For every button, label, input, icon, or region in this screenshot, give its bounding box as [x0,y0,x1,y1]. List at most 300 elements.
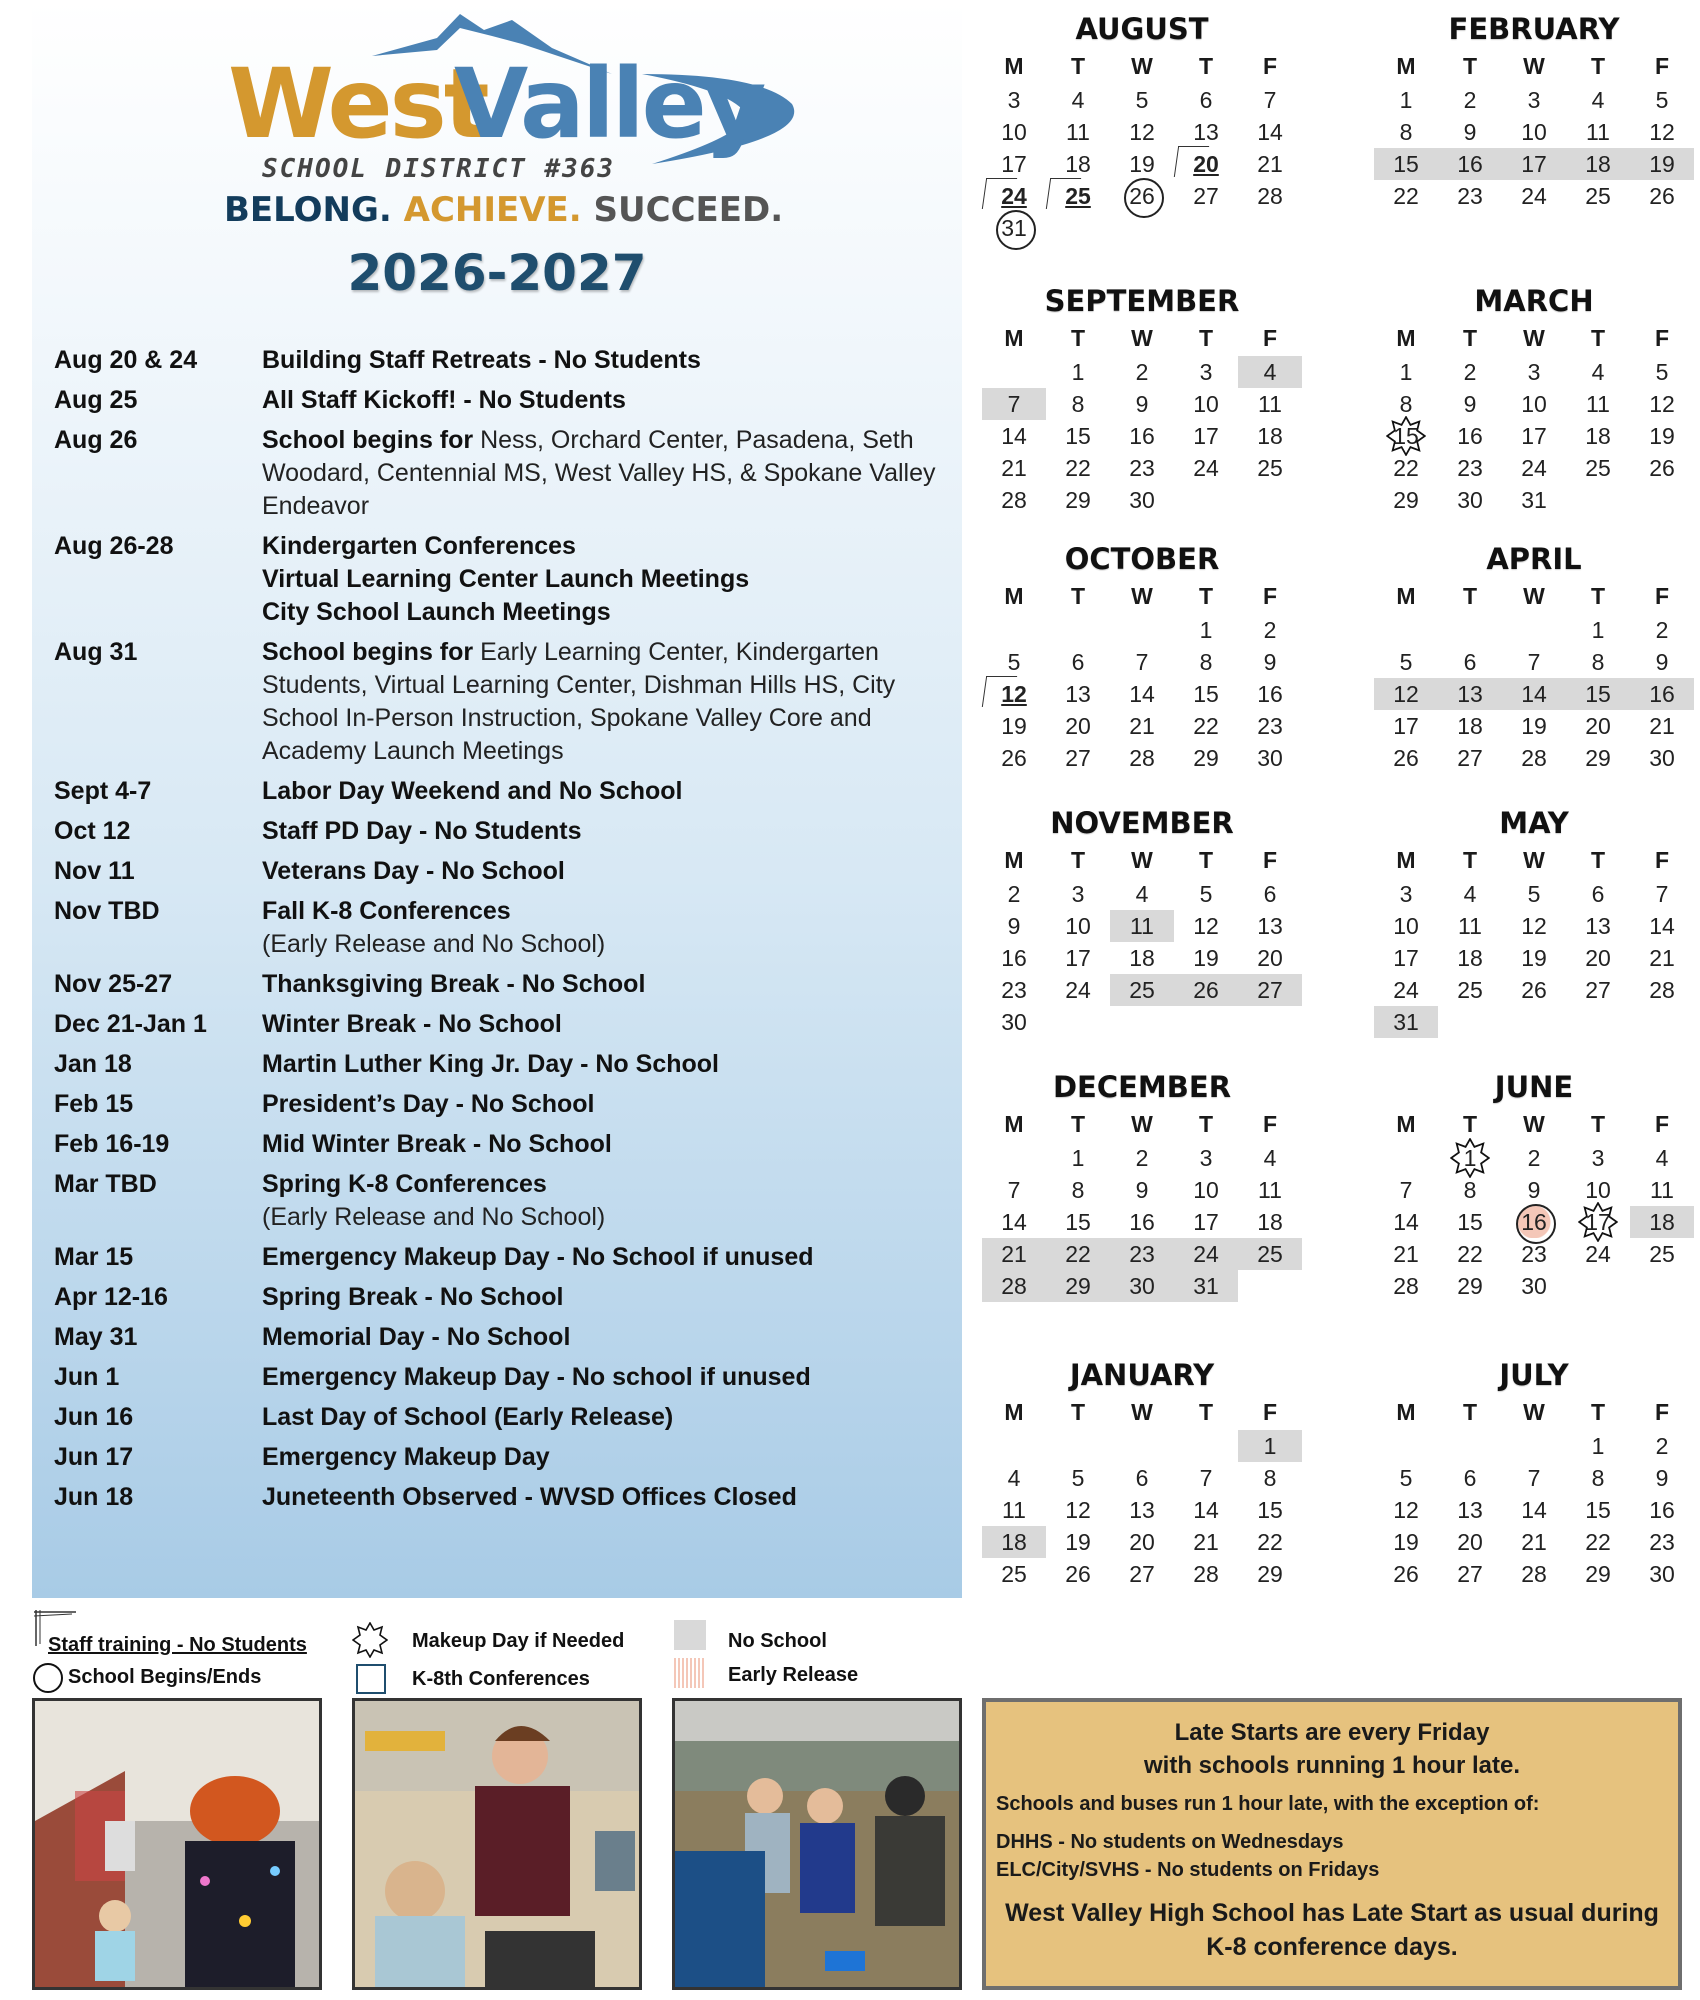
weekday-label: W [1131,53,1153,79]
day-cell: 7 [1263,87,1277,113]
logo-subtitle: SCHOOL DISTRICT #363 [262,154,616,184]
day-cell: 29 [1257,1561,1283,1587]
day-grid [982,878,1302,1038]
weekday-header [1374,578,1694,614]
day-cell: 31 [1374,1006,1438,1038]
event-date: May 31 [54,1323,138,1351]
day-cell: 17 [1193,423,1219,449]
event-date: Aug 20 & 24 [54,346,198,374]
empty-day [1438,614,1502,646]
day-cell: 4 [1463,881,1477,907]
event-title: Last Day of School (Early Release) [262,1403,674,1431]
weekday-label: T [1070,1399,1086,1425]
day-cell: 2 [1527,1145,1541,1171]
event-date: Aug 26 [54,426,138,454]
event-date: Dec 21-Jan 1 [54,1010,207,1038]
day-cell: 5 [1135,87,1149,113]
day-cell: 31 [982,212,1046,244]
day-cell: 17 [1393,713,1419,739]
event-date: Feb 16-19 [54,1130,170,1158]
day-cell: 8 [1199,649,1213,675]
day-cell: 11 [1586,391,1610,417]
event-description [262,855,954,888]
day-cell: 26 [1649,183,1675,209]
weekday-label: M [1004,53,1024,79]
event-title: Spring Break - No School [262,1283,564,1311]
day-cell: 1 [1071,1145,1085,1171]
day-cell: 26 [1001,745,1027,771]
weekday-label: T [1198,325,1214,351]
day-cell: 9 [1007,913,1021,939]
event-row [54,1321,954,1354]
month-title: DECEMBER [1052,1070,1232,1104]
legend-makeup-label: Makeup Day if Needed [412,1630,625,1652]
weekday-label: T [1590,583,1606,609]
day-cell: 22 [1065,455,1091,481]
day-cell: 9 [1463,391,1477,417]
weekday-label: T [1198,53,1214,79]
day-cell: 9 [1655,649,1669,675]
event-title: Labor Day Weekend and No School [262,777,683,805]
weekday-label: T [1590,1399,1606,1425]
event-description [262,1361,954,1394]
weekday-label: M [1004,583,1024,609]
day-cell: 29 [1457,1273,1483,1299]
day-cell: 14 [1393,1209,1419,1235]
event-title: Emergency Makeup Day - No School if unused [262,1243,814,1271]
day-cell: 2 [1007,881,1021,907]
day-cell: 5 [1655,87,1669,113]
event-detail: Early Learning Center, Kindergarten Students, Virtual Learning Center, Dishman Hills HS, City School In-Person Instruction, Spokane Valley Core and Academy Launch Meetings [262,638,896,765]
day-cell: 14 [1649,913,1675,939]
day-cell: 3 [1199,1145,1213,1171]
weekday-label: F [1654,583,1670,609]
event-title: Winter Break - No School [262,1010,562,1038]
weekday-label: T [1070,583,1086,609]
event-row [54,636,954,768]
weekday-label: W [1523,1399,1545,1425]
event-date: Nov 11 [54,857,135,885]
day-cell: 10 [1521,391,1547,417]
tagline-succeed: SUCCEED. [593,190,784,230]
event-date: Aug 26-28 [54,532,174,560]
weekday-label: F [1654,847,1670,873]
day-cell: 8 [1591,649,1605,675]
event-description [262,1281,954,1314]
event-row [54,1441,954,1474]
event-date: Mar TBD [54,1170,157,1198]
event-row [54,1481,954,1514]
day-cell: 24 [1393,977,1419,1003]
event-detail: Ness, Orchard Center, Pasadena, Seth Woodard, Centennial MS, West Valley HS, & Spokane Valley Endeavor [262,426,936,520]
weekday-label: T [1590,847,1606,873]
event-list [54,344,954,1521]
legend-noschool-label: No School [728,1630,827,1652]
day-cell: 23 [1457,183,1483,209]
day-cell: 4 [1007,1465,1021,1491]
event-note: (Early Release and No School) [262,1203,606,1231]
day-cell: 28 [982,1270,1046,1302]
empty-day [1374,614,1438,646]
weekday-label: T [1070,325,1086,351]
day-cell: 8 [1399,119,1413,145]
day-cell: 2 [1463,87,1477,113]
day-cell: 22 [1457,1241,1483,1267]
empty-day [1438,1430,1502,1462]
weekday-label: T [1462,847,1478,873]
day-cell: 4 [1655,1145,1669,1171]
day-cell: 10 [1065,913,1091,939]
month-title: JULY [1499,1358,1569,1392]
day-cell: 20 [1065,713,1091,739]
day-cell: 20 [1585,945,1611,971]
weekday-header [1374,48,1694,84]
day-cell: 15 [1566,678,1630,710]
day-cell: 26 [1521,977,1547,1003]
day-cell: 11 [1650,1177,1674,1203]
day-cell: 16 [1438,148,1502,180]
day-cell: 1 [1591,1433,1605,1459]
event-row [54,1008,954,1041]
weekday-label: F [1654,1399,1670,1425]
weekday-label: T [1590,53,1606,79]
day-cell: 26 [1393,1561,1419,1587]
day-cell: 2 [1655,1433,1669,1459]
event-description [262,775,954,808]
day-cell: 6 [1591,881,1605,907]
day-cell: 12 [1374,678,1438,710]
day-cell: 25 [1238,1238,1302,1270]
event-title: Spring K-8 Conferences [262,1170,547,1198]
event-title: All Staff Kickoff! - No Students [262,386,626,414]
event-row [54,855,954,888]
day-cell: 12 [1393,1497,1419,1523]
event-title: School begins for [262,638,474,666]
empty-day [1046,1430,1110,1462]
event-description [262,636,954,768]
event-row [54,1048,954,1081]
day-cell: 23 [1457,455,1483,481]
month-title: MARCH [1474,284,1594,318]
day-cell: 20 [1457,1529,1483,1555]
day-cell: 6 [1135,1465,1149,1491]
weekday-label: W [1523,1111,1545,1137]
day-cell: 6 [1463,1465,1477,1491]
event-row [54,1401,954,1434]
day-cell [1566,1206,1630,1238]
day-cell: 23 [1001,977,1027,1003]
day-cell: 28 [1257,183,1283,209]
day-cell: 3 [1591,1145,1605,1171]
day-cell: 28 [1393,1273,1419,1299]
month-title: OCTOBER [1064,542,1220,576]
day-cell: 19 [1521,945,1547,971]
event-title: Martin Luther King Jr. Day - No School [262,1050,719,1078]
day-cell: 3 [1007,87,1021,113]
day-cell: 23 [1257,713,1283,739]
event-row [54,1088,954,1121]
day-cell: 10 [1193,1177,1219,1203]
event-row [54,1241,954,1274]
day-cell: 16 [1129,1209,1155,1235]
weekday-label: M [1396,847,1416,873]
day-cell: 21 [1649,945,1675,971]
weekday-label: W [1131,1111,1153,1137]
event-title: President’s Day - No School [262,1090,595,1118]
event-title: Veterans Day - No School [262,857,565,885]
month-calendar-april [1374,540,1694,774]
event-date: Jan 18 [54,1050,132,1078]
day-cell: 14 [1502,678,1566,710]
day-cell: 25 [1649,1241,1675,1267]
square-icon [356,1664,386,1694]
day-cell: 30 [1110,1270,1174,1302]
event-title: Memorial Day - No School [262,1323,571,1351]
month-calendar-june [1374,1068,1694,1302]
day-cell: 11 [1110,910,1174,942]
day-cell: 26 [1649,455,1675,481]
day-cell: 24 [1174,1238,1238,1270]
event-row [54,968,954,1001]
day-cell: 21 [1257,151,1283,177]
day-grid [982,1430,1302,1590]
late-start-line3: Schools and buses run 1 hour late, with the exception of: [996,1793,1540,1815]
day-cell: 18 [1257,423,1283,449]
weekday-label: M [1004,1399,1024,1425]
month-calendar-october [982,540,1302,774]
day-cell: 3 [1527,359,1541,385]
weekday-label: M [1396,1111,1416,1137]
day-cell: 28 [1001,487,1027,513]
day-cell: 7 [1527,649,1541,675]
day-cell: 4 [1238,356,1302,388]
event-row [54,384,954,417]
legend-early-label: Early Release [728,1664,859,1686]
day-cell: 25 [1001,1561,1027,1587]
event-title: Emergency Makeup Day - No school if unused [262,1363,811,1391]
month-calendar-december [982,1068,1302,1302]
month-calendar-september [982,282,1302,516]
empty-day [1110,614,1174,646]
month-title: APRIL [1486,542,1582,576]
day-cell: 9 [1135,391,1149,417]
event-description [262,1168,954,1234]
event-description [262,1008,954,1041]
month-calendar-may [1374,804,1694,1038]
day-cell: 12 [982,678,1046,710]
empty-day [1502,1430,1566,1462]
day-cell: 10 [1393,913,1419,939]
event-title: Building Staff Retreats - No Students [262,346,701,374]
weekday-label: W [1131,847,1153,873]
day-cell: 13 [1193,119,1219,145]
day-cell: 18 [1129,945,1155,971]
weekday-label: F [1654,1111,1670,1137]
day-cell: 16 [1649,1497,1675,1523]
event-row [54,815,954,848]
no-school-swatch [674,1620,706,1650]
day-cell: 19 [1393,1529,1419,1555]
day-cell: 6 [1071,649,1085,675]
month-calendar-november [982,804,1302,1038]
weekday-label: F [1262,1399,1278,1425]
day-grid [1374,84,1694,212]
day-cell: 17 [1502,148,1566,180]
day-cell: 18 [1630,1206,1694,1238]
day-cell: 21 [982,1238,1046,1270]
month-title: SEPTEMBER [1044,284,1240,318]
day-cell: 2 [1263,617,1277,643]
day-cell: 15 [1457,1209,1483,1235]
event-row [54,775,954,808]
day-cell: 15 [1374,148,1438,180]
day-cell: 8 [1071,1177,1085,1203]
day-cell: 9 [1263,649,1277,675]
event-row [54,530,954,629]
event-date: Sept 4-7 [54,777,152,805]
day-cell: 19 [1193,945,1219,971]
day-grid [1374,356,1694,516]
event-description [262,424,954,523]
day-cell: 17 [1393,945,1419,971]
logo-valley-text: Valley [454,48,764,160]
day-cell: 25 [1257,455,1283,481]
day-cell: 26 [1393,745,1419,771]
weekday-label: T [1198,847,1214,873]
empty-day [1174,1430,1238,1462]
day-cell: 7 [1135,649,1149,675]
day-cell: 11 [1258,391,1282,417]
day-cell: 14 [1257,119,1283,145]
empty-day [1110,1430,1174,1462]
day-cell: 13 [1457,1497,1483,1523]
empty-day [982,614,1046,646]
day-cell: 29 [1046,1270,1110,1302]
event-description [262,1321,954,1354]
day-cell: 12 [1521,913,1547,939]
weekday-label: M [1396,1399,1416,1425]
event-date: Apr 12-16 [54,1283,168,1311]
event-date: Aug 31 [54,638,138,666]
event-description [262,1241,954,1274]
day-cell: 30 [1457,487,1483,513]
day-cell: 7 [982,388,1046,420]
day-cell: 2 [1135,359,1149,385]
day-cell: 21 [1649,713,1675,739]
event-title: City School Launch Meetings [262,598,611,626]
weekday-label: M [1396,583,1416,609]
day-cell: 14 [1129,681,1155,707]
tagline [224,190,783,230]
event-row [54,344,954,377]
day-cell: 12 [1065,1497,1091,1523]
day-cell: 1 [1399,87,1413,113]
empty-day [1502,614,1566,646]
weekday-label: T [1198,583,1214,609]
day-cell: 13 [1065,681,1091,707]
day-cell: 16 [1257,681,1283,707]
late-start-line6: West Valley High School has Late Start as usual during K-8 conference days. [1005,1899,1659,1961]
day-cell: 29 [1393,487,1419,513]
empty-day [982,1430,1046,1462]
event-description [262,895,954,961]
day-cell: 28 [1649,977,1675,1003]
day-cell: 1 [1591,617,1605,643]
day-cell: 20 [1129,1529,1155,1555]
day-cell: 11 [1458,913,1482,939]
weekday-label: M [1396,325,1416,351]
day-cell: 8 [1399,391,1413,417]
late-start-notice [982,1698,1682,1990]
day-cell: 31 [1521,487,1547,513]
weekday-header [1374,1394,1694,1430]
event-title: Mid Winter Break - No School [262,1130,612,1158]
weekday-label: T [1198,1111,1214,1137]
day-cell: 16 [1457,423,1483,449]
day-cell: 8 [1263,1465,1277,1491]
day-cell: 21 [1129,713,1155,739]
month-calendar-august [982,10,1302,244]
day-cell: 27 [1585,977,1611,1003]
day-cell: 23 [1521,1241,1547,1267]
day-cell: 3 [1071,881,1085,907]
event-title: Virtual Learning Center Launch Meetings [262,565,750,593]
event-description [262,1401,954,1434]
event-title: Fall K-8 Conferences [262,897,511,925]
day-cell: 1 [1399,359,1413,385]
event-description [262,968,954,1001]
day-cell: 13 [1257,913,1283,939]
event-title: Staff PD Day - No Students [262,817,582,845]
day-cell: 9 [1463,119,1477,145]
weekday-label: W [1523,53,1545,79]
weekday-label: F [1654,53,1670,79]
event-description [262,815,954,848]
day-cell: 19 [1630,148,1694,180]
day-cell: 25 [1585,455,1611,481]
day-cell: 10 [1001,119,1027,145]
legend-begins-label: School Begins/Ends [68,1666,262,1688]
empty-day [1046,614,1110,646]
day-grid [982,356,1302,516]
day-cell [1438,1142,1502,1174]
day-cell: 25 [1110,974,1174,1006]
day-cell: 24 [1065,977,1091,1003]
weekday-header [982,842,1302,878]
day-cell: 1 [1199,617,1213,643]
day-cell: 21 [1521,1529,1547,1555]
event-description [262,384,954,417]
day-cell: 27 [1129,1561,1155,1587]
day-cell: 14 [1001,423,1027,449]
photo-classroom [352,1698,642,1990]
event-note: (Early Release and No School) [262,930,606,958]
day-cell: 23 [1129,455,1155,481]
info-panel [32,0,962,1598]
event-description [262,530,954,629]
day-cell: 4 [1591,359,1605,385]
weekday-label: T [1462,325,1478,351]
day-cell: 24 [1193,455,1219,481]
day-cell: 26 [1110,180,1174,212]
day-grid [1374,1142,1694,1302]
day-cell: 28 [1129,745,1155,771]
weekday-label: W [1523,583,1545,609]
month-title: MAY [1499,806,1569,840]
day-cell: 24 [1521,455,1547,481]
weekday-label: W [1523,847,1545,873]
day-cell: 20 [1257,945,1283,971]
